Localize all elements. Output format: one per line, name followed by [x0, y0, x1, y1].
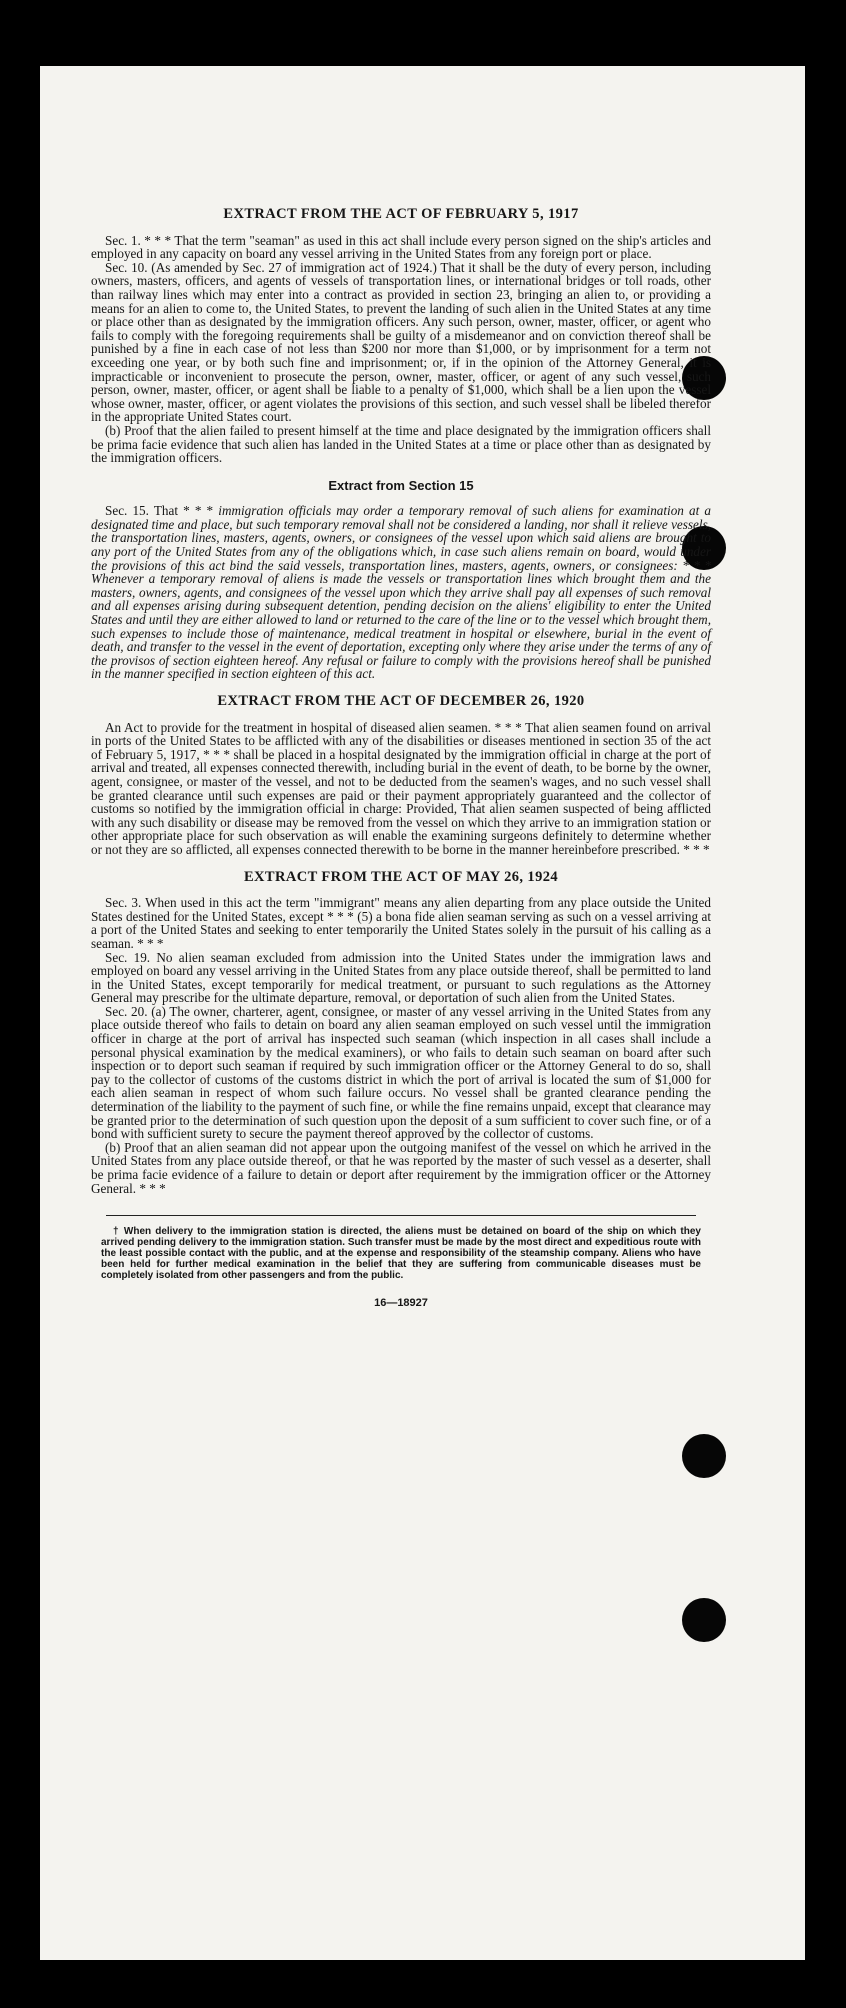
heading-act-1917: EXTRACT FROM THE ACT OF FEBRUARY 5, 1917: [223, 206, 579, 222]
section-20a-1924: Sec. 20. (a) The owner, charterer, agent, consignee, or master of any vessel arriving in the United States from any place outside thereof who fails to detain on board any alien seaman employed on such vessel until the immigration officer in charge at the port of arrival has inspected such seaman (which inspection in all cases shall include a personal physical examination by the medical examiners), or who fails to detain such seaman on board after such inspection or to deport such seaman if required by such immigration officer or the Attorney General to do so, shall pay to the collector of customs of the customs district in which the port of arrival is located the sum of $1,000 for each alien seaman in respect of whom such failure occurs. No vessel shall be granted clearance pending the determination of the liability to the payment of such fine, or while the fine remains unpaid, except that clearance may be granted prior to the determination of such question upon the deposit of a sum sufficient to cover such fine, or of a bond with sufficient surety to secure the payment thereof approved by the collector of customs.: [91, 1003, 711, 1142]
section-10b-1917: (b) Proof that the alien failed to present himself at the time and place designated by the immigration officers shall be prima facie evidence that such alien has landed in the United States at a time or place other than as designated by the immigration officers.: [91, 422, 711, 466]
section-1-1917: Sec. 1. * * * That the term "seaman" as used in this act shall include every person signed on the ship's articles and employed in any capacity on board any vessel arriving in the United States from any foreign port or place.: [91, 232, 711, 262]
act-1920-text: An Act to provide for the treatment in hospital of diseased alien seamen. * * * That alien seamen found on arrival in ports of the United States to be afflicted with any of the disabilities or diseases mentioned in section 35 of the act of February 5, 1917, * * * shall be placed in a hospital designated by the immigration official in charge at the port of arrival and treated, all expenses connected therewith, including burial in the event of death, to be borne by the owner, agent, consignee, or master of the vessel, and not to be deducted from the seamen's wages, and no such vessel shall be granted clearance until such expenses are paid or their payment appropriately guaranteed and the collector of customs so notified by the immigration official in charge: Provided, That alien seamen suspected of being afflicted with any such disability or disease may be removed from the vessel on which they arrive to an immigration station or other appropriate place for such observation as will enable the examining surgeons definitely to determine whether or not they are so afflicted, all expenses connected therewith to be borne in the manner hereinbefore prescribed. * * *: [91, 719, 711, 857]
footnote-divider: [106, 1215, 696, 1216]
heading-act-1920: EXTRACT FROM THE ACT OF DECEMBER 26, 1920: [217, 693, 585, 709]
section-20b-1924: (b) Proof that an alien seaman did not appear upon the outgoing manifest of the vessel on which he arrived in the United States from any place outside thereof, or that he was reported by the master of such vessel as a deserter, shall be prima facie evidence of a failure to detain or deport after requirement by the immigration officer or the Attorney General. * * *: [91, 1139, 711, 1196]
section-15-1917: [91, 504, 711, 681]
subheading-section-15: Extract from Section 15: [328, 477, 474, 493]
punch-hole-4: [682, 1598, 726, 1642]
heading-act-1924: EXTRACT FROM THE ACT OF MAY 26, 1924: [243, 868, 559, 885]
document-content: [91, 208, 711, 1311]
form-number: 16—18927: [374, 1297, 428, 1310]
section-19-1924: Sec. 19. No alien seaman excluded from admission into the United States under the immigration laws and employed on board any vessel arriving in the United States from any place outside thereof, shall be permitted to land in the United States, except temporarily for medical treatment, or pursuant to such regulations as the Attorney General may prescribe for the ultimate departure, removal, or deportation of such alien from the United States.: [91, 949, 711, 1006]
section-3-1924: Sec. 3. When used in this act the term "immigrant" means any alien departing from any place outside the United States destined for the United States, except * * * (5) a bona fide alien seaman serving as such on a vessel arriving at a port of the United States and seeking to enter temporarily the United States solely in the pursuit of his calling as a seaman. * * *: [91, 895, 711, 951]
section-15-text: immigration officials may order a temporary removal of such aliens for examination at a designated time and place, but such temporary removal shall not be considered a landing, nor shall it relieve vessels, the transportation lines, masters, agents, owners, or consignees of the vessel upon which said aliens are brought to any port of the United States from any of the obligations which, in case such aliens remain on board, would under the provisions of this act bind the said vessels, transportation lines, masters, agents, owners, or consignees: * * * Whenever a temporary removal of aliens is made the vessels or transportation lines which brought them and the masters, owners, agents, and consignees of the vessel upon which they arrive shall pay all expenses of such removal and all expenses arising during subsequent detention, pending decision on the aliens' eligibility to enter the United States and until they are either allowed to land or returned to the care of the line or to the vessel which brought them, such expenses to include those of maintenance, medical treatment in hospital or elsewhere, burial in the event of death, and transfer to the vessel in the event of deportation, excepting only where they arise under the terms of any of the provisos of section eighteen hereof. Any refusal or failure to comply with the provisions hereof shall be punished in the manner specified in section eighteen of this act.: [91, 503, 712, 682]
section-10-1917: Sec. 10. (As amended by Sec. 27 of immigration act of 1924.) That it shall be the duty of every person, including owners, masters, officers, and agents of vessels of transportation lines, or international bridges or toll roads, other than railway lines which may enter into a contract as provided in section 23, bringing an alien to, or providing a means for an alien to come to, the United States, to prevent the landing of such alien in the United States at any time or place other than as designated by the immigration officers. Any such person, owner, master, officer, or agent who fails to comply with the foregoing requirements shall be guilty of a misdemeanor and on conviction thereof shall be punished by a fine in each case of not less than $200 nor more than $1,000, or by imprisonment for a term not exceeding one year, or by both such fine and imprisonment; or, if in the opinion of the Attorney General, it is impracticable or inconvenient to prosecute the person, owner, master, officer, or agent of any such vessel, such person, owner, master, officer, or agent shall be liable to a penalty of $1,000, which shall be a lien upon the vessel whose owner, master, officer, or agent violates the provisions of this section, and such vessel shall be libeled therefor in the appropriate United States court.: [91, 259, 711, 425]
footnote: [101, 1226, 701, 1281]
footnote-text: † When delivery to the immigration station is directed, the aliens must be detained on board of the ship on which they arrived pending delivery to the immigration station. Such transfer must be made by the most direct and expeditious route with the least possible contact with the public, and at the expense and responsibility of the steamship company. Aliens who have been held for further medical examination in the belief that they are suffering from communicable diseases must be completely isolated from other passengers and from the public.: [101, 1226, 701, 1282]
section-15-lead: Sec. 15. That * * *: [105, 503, 219, 519]
punch-hole-3: [682, 1434, 726, 1478]
